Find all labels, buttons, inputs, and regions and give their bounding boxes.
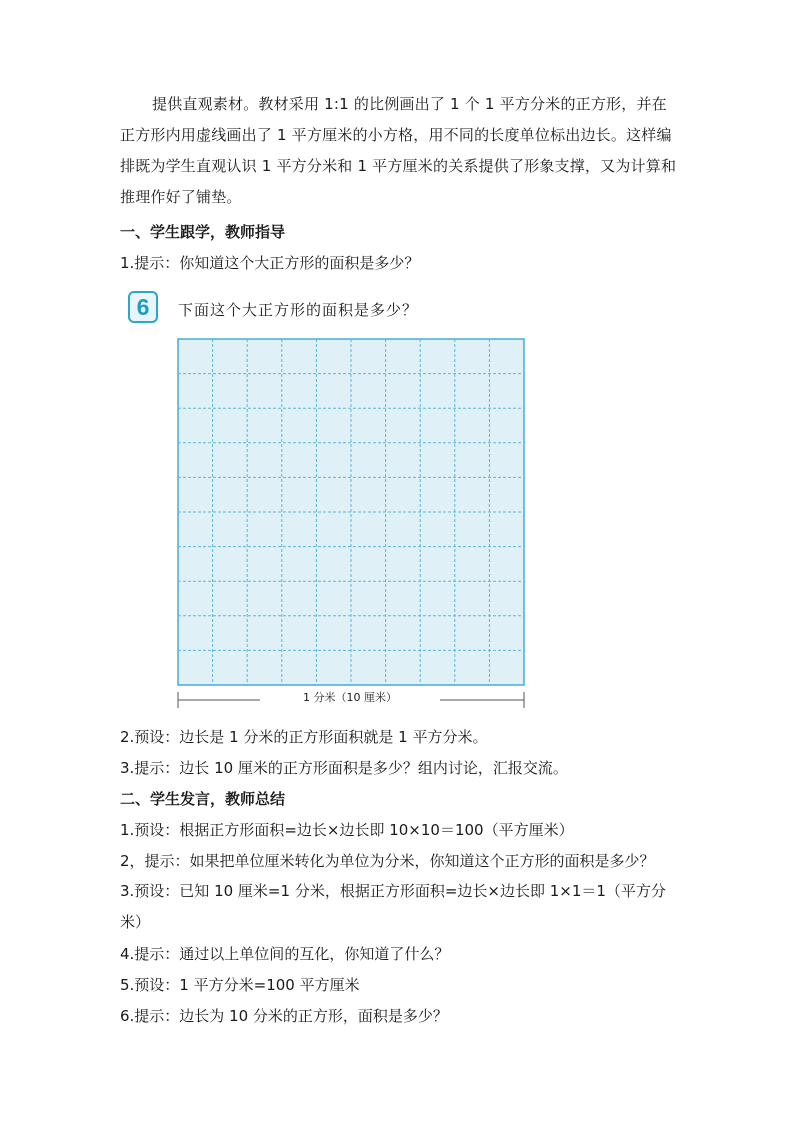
square-figure (177, 338, 525, 690)
s2-item-6: 6.提示：边长为 10 分米的正方形，面积是多少？ (120, 1007, 448, 1025)
preset-2: 2.预设：边长是 1 分米的正方形面积就是 1 平方分米。 (120, 728, 488, 746)
square-grid (177, 338, 525, 686)
s2-item-5: 5.预设：1 平方分米=100 平方厘米 (120, 976, 360, 994)
s2-item-1: 1.预设：根据正方形面积=边长×边长即 10×10＝100（平方厘米） (120, 821, 574, 839)
section2-heading: 二、学生发言，教师总结 (120, 790, 286, 808)
s2-item-4: 4.提示：通过以上单位间的互化，你知道了什么？ (120, 945, 450, 963)
section1-heading: 一、学生跟学，教师指导 (120, 223, 286, 241)
s2-item-2: 2，提示：如果把单位厘米转化为单位为分米，你知道这个正方形的面积是多少？ (120, 852, 655, 870)
s2-item-3: 3.预设：已知 10 厘米=1 分米，根据正方形面积=边长×边长即 1×1＝1（平方分米） (120, 882, 666, 931)
example-number: 6 (136, 293, 150, 320)
hint-1: 1.提示：你知道这个大正方形的面积是多少？ (120, 254, 420, 272)
example-number-badge (128, 291, 158, 323)
example-question: 下面这个大正方形的面积是多少？ (178, 301, 419, 319)
hint-3: 3.提示：边长 10 厘米的正方形面积是多少？组内讨论，汇报交流。 (120, 759, 568, 777)
intro-paragraph: 提供直观素材。教材采用 1:1 的比例画出了 1 个 1 平方分米的正方形，并在正方形内用虚线画出了 1 平方厘米的小方格，用不同的长度单位标出边长。这样编排既为学生直观认识 1 平方分米和 1 平方厘米的关系提供了形象支撑，又为计算和推理作好了铺垫。 (120, 95, 677, 206)
dimension-label: 1 分米（10 厘米） (260, 690, 440, 706)
